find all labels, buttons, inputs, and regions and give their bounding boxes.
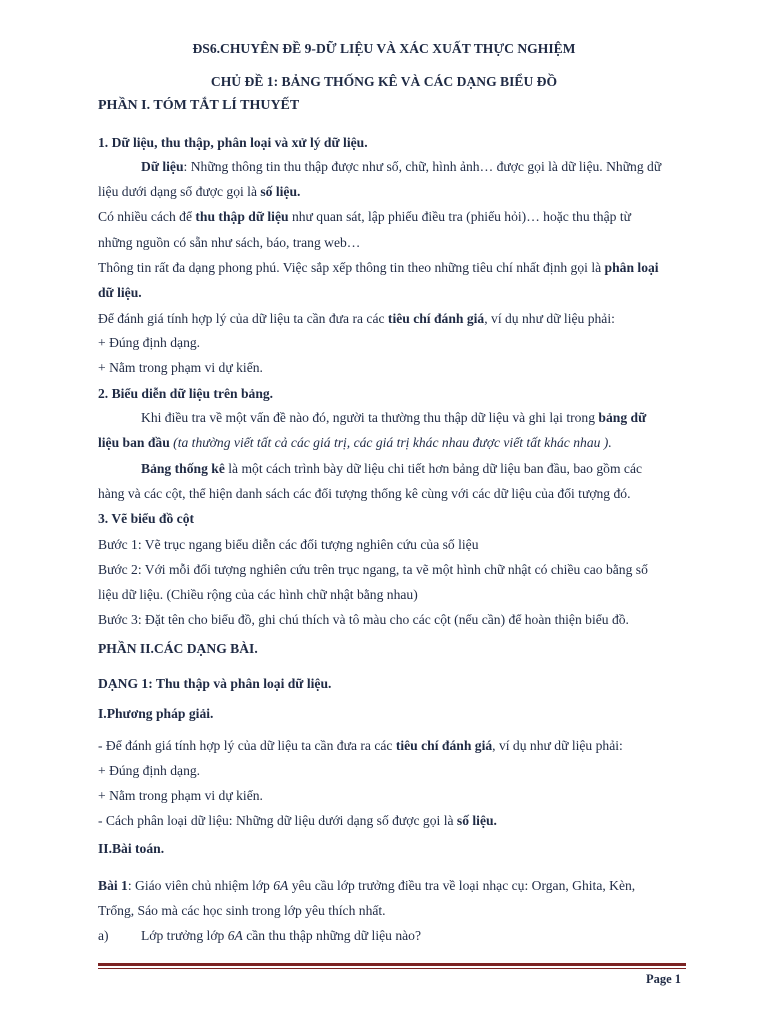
class-name: 6A: [273, 878, 289, 893]
problem-1-label: Bài 1: [98, 878, 128, 893]
paragraph-text: cần thu thập những dữ liệu nào?: [242, 928, 422, 943]
paragraph-text: - Cách phân loại dữ liệu: Những dữ liệu dưới dạng số được gọi là: [98, 813, 457, 828]
part1-heading: PHẦN I. TÓM TẮT LÍ THUYẾT: [98, 98, 300, 113]
section2-paragraph2: [141, 460, 642, 478]
paragraph-note: (ta thường viết tất cả các giá trị, các giá trị khác nhau được viết tất khác nhau ).: [169, 435, 612, 450]
section1-paragraph3: [98, 259, 659, 277]
section1-paragraph4: [98, 310, 615, 328]
part2-heading: PHẦN II.CÁC DẠNG BÀI.: [98, 641, 258, 656]
document-title: ĐS6.CHUYÊN ĐỀ 9-DỮ LIỆU VÀ XÁC XUẤT THỰC NGHIỆM: [192, 41, 576, 56]
term-bang-du-lieu: bảng dữ: [598, 410, 647, 425]
method-heading: I.Phương pháp giải.: [98, 706, 214, 721]
term-so-lieu: số liệu.: [260, 184, 301, 199]
paragraph-text: Khi điều tra về một vấn đề nào đó, người ta thường thu thập dữ liệu và ghi lại trong: [141, 410, 599, 425]
section1-paragraph1: [141, 158, 661, 176]
paragraph-text: , ví dụ như dữ liệu phải:: [492, 738, 623, 753]
method-item-classification: [98, 812, 497, 830]
document-subtitle: CHỦ ĐỀ 1: BẢNG THỐNG KÊ VÀ CÁC DẠNG BIỂU ĐỒ: [210, 74, 558, 89]
step-3: Bước 3: Đặt tên cho biểu đồ, ghi chú thích và tô màu cho các cột (nếu cần) để hoàn thiện biểu đồ.: [98, 612, 629, 627]
term-so-lieu: số liệu.: [456, 813, 497, 828]
question-a-label: a): [98, 928, 109, 943]
section1-paragraph1-line2: [98, 183, 300, 201]
problems-heading: II.Bài toán.: [98, 841, 165, 856]
term-tieu-chi: tiêu chí đánh giá: [395, 738, 493, 753]
section2-paragraph1: [141, 409, 646, 427]
step-1: Bước 1: Vẽ trục ngang biểu diễn các đối tượng nghiên cứu của số liệu: [98, 537, 479, 552]
paragraph-text: Thông tin rất đa dạng phong phú. Việc sắp xếp thông tin theo những tiêu chí nhất định gọi là: [98, 260, 605, 275]
method-item-criteria: [98, 737, 623, 755]
term-tieu-chi: tiêu chí đánh giá: [387, 311, 485, 326]
paragraph-text: : Những thông tin thu thập được như số, chữ, hình ảnh… được gọi là dữ liệu. Những dữ: [183, 159, 662, 174]
section1-heading: 1. Dữ liệu, thu thập, phân loại và xử lý dữ liệu.: [98, 135, 368, 150]
method-item-range: + Nằm trong phạm vi dự kiến.: [98, 788, 263, 803]
section2-paragraph2-line2: hàng và các cột, thể hiện danh sách các đối tượng thống kê cùng với các dữ liệu của đối tượng đó.: [98, 486, 631, 501]
form1-heading: DẠNG 1: Thu thập và phân loại dữ liệu.: [98, 676, 332, 691]
section1-paragraph3-line2: dữ liệu.: [98, 285, 142, 300]
paragraph-text: là một cách trình bày dữ liệu chi tiết hơn bảng dữ liệu ban đầu, bao gồm các: [224, 461, 643, 476]
step-2-line2: liệu dữ liệu. (Chiều rộng của các hình chữ nhật bằng nhau): [98, 587, 418, 602]
class-name: 6A: [227, 928, 243, 943]
term-bang-thong-ke: Bảng thống kê: [141, 461, 225, 476]
section2-paragraph1-line2: [98, 434, 612, 452]
term-ban-dau: liệu ban đầu: [98, 435, 170, 450]
paragraph-text: Lớp trưởng lớp: [141, 928, 228, 943]
section1-paragraph2: [98, 208, 631, 226]
section1-paragraph2-line2: những nguồn có sẵn như sách, báo, trang web…: [98, 235, 361, 250]
criteria-item-format: + Đúng định dạng.: [98, 335, 201, 350]
problem-1-line2: Trống, Sáo mà các học sinh trong lớp yêu thích nhất.: [98, 903, 386, 918]
page-number: Page 1: [646, 972, 682, 986]
paragraph-text: - Để đánh giá tính hợp lý của dữ liệu ta cần đưa ra các: [98, 738, 396, 753]
paragraph-text: : Giáo viên chủ nhiệm lớp: [127, 878, 274, 893]
term-phan-loai: phân loại: [604, 260, 659, 275]
question-a: [98, 927, 421, 945]
method-item-format: + Đúng định dạng.: [98, 763, 201, 778]
paragraph-text: Có nhiều cách để: [98, 209, 196, 224]
paragraph-text: yêu cầu lớp trưởng điều tra về loại nhạc cụ: Organ, Ghita, Kèn,: [288, 878, 636, 893]
term-thu-thap: thu thập dữ liệu: [195, 209, 289, 224]
footer-rule: [98, 963, 686, 966]
paragraph-text: Để đánh giá tính hợp lý của dữ liệu ta cần đưa ra các: [98, 311, 388, 326]
footer-rule-thin: [98, 968, 686, 969]
paragraph-text: liệu dưới dạng số được gọi là: [98, 184, 261, 199]
section3-heading: 3. Vẽ biểu đồ cột: [98, 511, 195, 526]
criteria-item-range: + Nằm trong phạm vi dự kiến.: [98, 360, 263, 375]
section2-heading: 2. Biểu diễn dữ liệu trên bảng.: [98, 386, 274, 401]
step-2: Bước 2: Với mỗi đối tượng nghiên cứu trên trục ngang, ta vẽ một hình chữ nhật có chiều cao bằng số: [98, 562, 648, 577]
term-du-lieu: Dữ liệu: [141, 159, 184, 174]
paragraph-text: , ví dụ như dữ liệu phải:: [484, 311, 615, 326]
problem-1: [98, 877, 635, 895]
paragraph-text: như quan sát, lập phiếu điều tra (phiếu hỏi)… hoặc thu thập từ: [288, 209, 631, 224]
